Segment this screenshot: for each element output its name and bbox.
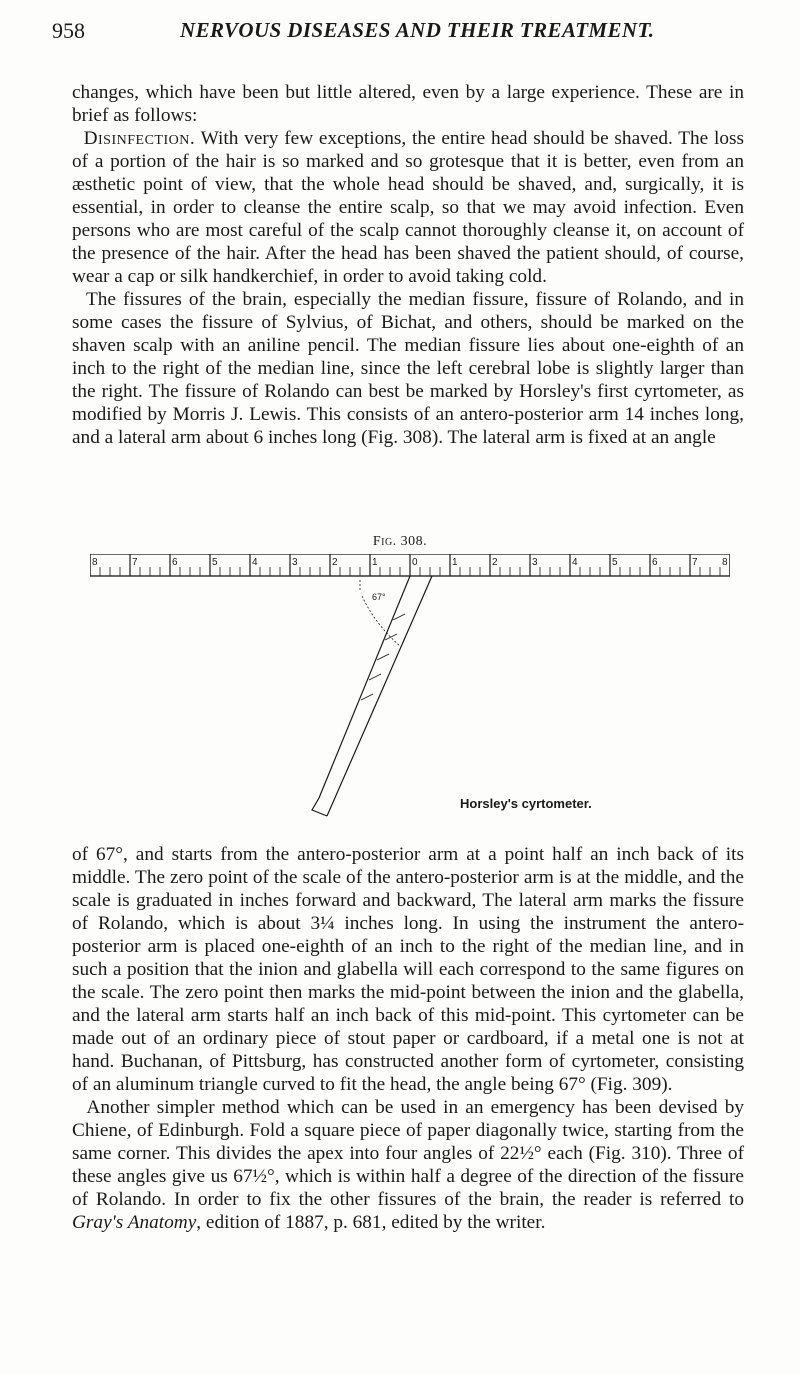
scale-label: 0 (412, 557, 418, 568)
figure-caption: Horsley's cyrtometer. (460, 796, 592, 811)
section-lead-disinfection: Disinfection. (83, 128, 196, 149)
paragraph-angle: of 67°, and starts from the antero-posterior arm at a point half an inch back of its middle. The zero point of the scale of the antero-posterior arm is at the middle, and the scale is graduated in inches forward and backward, The lateral arm marks the fissure of Rolando, which is about 3¼ inches long. In using the instrument the antero-posterior arm is placed one-eighth of an inch to the right of the median line, and in such a position that the inion and glabella will each correspond to the same figures on the scale. The zero point then marks the mid-point between the inion and the glabella, and the lateral arm starts half an inch back of this mid-point. This cyrtometer can be made out of an ordinary piece of stout paper or cardboard, if a metal one is not at hand. Buchanan, of Pittsburg, has constructed another form of cyrtometer, consisting of an aluminum triangle curved to fit the head, the angle being 67° (Fig. 309). (72, 844, 744, 1095)
scale-label: 5 (212, 557, 218, 568)
scale-ticks (90, 554, 730, 576)
scale-label: 8 (92, 557, 98, 568)
scale-label: 8 (722, 557, 728, 568)
paragraph-fissures-text: The fissures of the brain, especially the median fissure, fissure of Rolando, and in some cases the fissure of Sylvius, of Bichat, and others, should be marked on the shaven scalp with an aniline pencil. The median fissure lies about one-eighth of an inch to the right of the median line, since the left cerebral lobe is slightly larger than the right. The fissure of Rolando can best be marked by Horsley's first cyrtometer, as modified by Morris J. Lewis. This consists of an antero-posterior arm 14 inches long, and a lateral arm about 6 inches long (Fig. 308). The lateral arm is fixed at an angle (72, 289, 744, 448)
running-title: NERVOUS DISEASES AND THEIR TREATMENT. (180, 18, 655, 42)
scale-label: 5 (612, 557, 618, 568)
scale-label: 4 (572, 557, 578, 568)
text-block-top (72, 81, 744, 449)
scale-label: 7 (132, 557, 138, 568)
paragraph-chiene-end: , edition of 1887, p. 681, edited by the writer. (196, 1212, 546, 1233)
paragraph-chiene-text: Another simpler method which can be used in an emergency has been devised by Chiene, of Edinburgh. Fold a square piece of paper diagonally twice, starting from the same corner. This divides the apex into four angles of 22½° each (Fig. 310). Three of these angles give us 67½°, which is within half a degree of the direction of the fissure of Rolando. In order to fix the other fissures of the brain, the reader is referred to (72, 1097, 744, 1210)
reference-grays-anatomy: Gray's Anatomy (72, 1212, 197, 1233)
scale-label: 7 (692, 557, 698, 568)
scale-label: 6 (172, 557, 178, 568)
text-block-bottom (72, 843, 744, 1234)
paragraph-disinfection-text: With very few exceptions, the entire head should be shaved. The loss of a portion of the hair is so marked and so grotesque that it is better, even from an æsthetic point of view, that the whole head should be shaved, and, surgically, it is essential, in order to cleanse the entire scalp, so that we may avoid infection. Even persons who are most careful of the scalp cannot thoroughly cleanse it, on account of the presence of the hair. After the head has been shaved the patient should, of course, wear a cap or silk handkerchief, in order to avoid taking cold. (72, 128, 744, 287)
scale-label: 2 (332, 557, 338, 568)
figure-number: Fig. 308. (372, 534, 428, 549)
lateral-arm (312, 576, 432, 816)
scale-label: 4 (252, 557, 258, 568)
scale-label: 1 (452, 557, 458, 568)
scale-label: 2 (492, 557, 498, 568)
paragraph-chiene (72, 1096, 744, 1234)
scale-label: 1 (372, 557, 378, 568)
scale-label: 3 (532, 557, 538, 568)
figure-label (0, 533, 800, 550)
scale-bar (90, 554, 730, 576)
scale-label: 6 (652, 557, 658, 568)
page-number: 958 (52, 18, 85, 43)
angle-label: 67° (372, 592, 386, 602)
page-header (52, 18, 748, 52)
paragraph-intro: changes, which have been but little altered, even by a large experience. These are in brief as follows: (72, 82, 744, 126)
paragraph-disinfection (72, 127, 744, 288)
paragraph-fissures (72, 288, 744, 449)
angle-marker (360, 580, 400, 646)
scale-label: 3 (292, 557, 298, 568)
cyrtometer-figure (90, 554, 730, 834)
